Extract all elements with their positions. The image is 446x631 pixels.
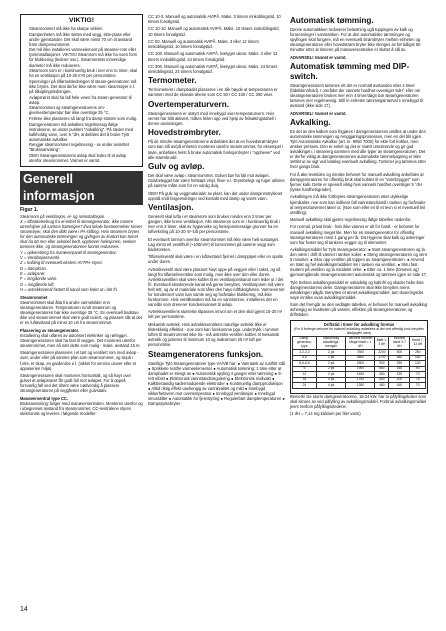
table-row [293, 383, 426, 389]
note: Bemerk! De storre damgeneratorene, 18-24 kW, har to påfyllingskoker som skal skrues av ved påfylling av avkalkingsmiddel. Forbruk avkalkingsmiddel jevnt mellom påfyllingsstedene. [290, 393, 427, 409]
paragraph: Tilførselsventil skal være i en luftavstand fjernet i damppipet eller en spalte under doren. [148, 254, 284, 265]
warning-title: VIKTIG! [69, 17, 94, 24]
table-header: Vannets hardhet Meget bløtt < 1 dH [346, 336, 375, 349]
table-cell: 9 [293, 366, 317, 372]
paragraph: For normal, privat bruk - hvis ikke vannet er alt for hardt - er behovet for manuell avkalking meget lite. Men for en steamgenerator for offentlig steamgeneratoren mest 1 gang per år. Da Hygiene skal kalk og avleiringer som har festet seg til tankens vegger og til elementet. [290, 224, 425, 245]
paragraph: Avkalkingen må ikke fortbrytes steamgeneratoren etter ulykkelige kjemikalier, noe som kan indikere fall vannstandsnivå i tanken og forårsake at temperaturvernet løser ut. (Noe som eller en til et tevn si et eventuell feil utstilling). [290, 194, 426, 215]
paragraph: En del av den kalken som frigjøres i damgeneratorens utsilles at under den automatiske tømmingen og renggjøringsprosessen, men en del blir igjen. Tylö Automatiske Avkalker (art. nr. 9060 7000) for ekte fort kobles, men ønsker presses. Den er enkel og det er svært utrustrende og gir god avkalkingen, i steamerg sammen med alle typer av steamgeneratoren. Det er derfor viktig at damgeneratorenes automatiske tømmebagning er ikke settlet ut av sigt ved katalog eventuelt avkalking. Tømmer jeg tømmes etter hver gangs bruk. [290, 129, 426, 170]
section-banner: Generell informasjon [20, 171, 143, 205]
section-heading: Hovedstrømbryter. [148, 128, 221, 138]
figure-caption: Steamrom på ventilasjon, el- og rørinstallasjon. [20, 213, 106, 219]
table-cell: 90 [410, 366, 426, 372]
descaling-table-box [290, 320, 428, 394]
section-heading: Gulv og avløp. [148, 162, 205, 172]
paragraph: Bruksanvisning: følger med manøversentralen. Monteres utenfor og i ubegrenset avstand fra steamrommet. CC-sentralene styres elektronisk og leveres i følgende modeller: [20, 400, 143, 416]
table-cell: 4,5 [293, 355, 317, 361]
table-cell: 120 [389, 372, 410, 378]
step-item: ● Start steamgeneratoren og la den være i drift til vannet i tanken koker. [290, 247, 425, 258]
feature-item: ● Sprikkete rustfre varmeelementer [148, 365, 214, 371]
table-cell: 160 [410, 355, 426, 361]
figure-legend-line: V = Ventilasjonsventil. [20, 255, 61, 261]
table-header-row [293, 336, 426, 349]
model-entry: CC 300. Manuell og automatisk AVIPÅ, livetyget ukeur. Maks. 24 timers innkoblingstid, 24 timers forvalgstid. [148, 63, 278, 74]
table-cell: 130 [410, 361, 426, 367]
page-number: 14 [20, 606, 28, 613]
paragraph: Steamgeneratoren skal monteres horisontalt, og så høyt over gulvet at avløpsrøret får godt fall mot avløpet. For å oppnå forsvarlig fall ved det tilrent være nødvendig å plassere steamgeneratoren på veggfester eller gulvstativ. [20, 373, 132, 394]
section-heading: Overtemperaturvern. [148, 99, 229, 109]
table-cell: 12 [293, 372, 317, 378]
figure-legend-line: H = avtrekksventil fastett til kanal som leder ut i det fri. [20, 287, 118, 293]
table-cell: 550 [375, 377, 389, 383]
feature-item: ● Innebygd ventilasjon [212, 390, 255, 396]
feature-item: ● Automatisk spyling 4 ganger etter tømming [192, 370, 275, 376]
feature-item: ● Dampstyrkebryter [148, 395, 285, 406]
section-heading: Plassering av steamgenerator. [20, 327, 80, 333]
feature-item: ● Elektronisk vannstandsregulering [165, 375, 232, 381]
feature-item: ● Elektronisk nivåvakt [231, 375, 272, 381]
table-cell: 18 [293, 377, 317, 383]
warning-list [24, 26, 139, 163]
warning-text: ADVARSEL! Vannet er varmt. [290, 54, 347, 60]
table-cell: 460 [375, 383, 389, 389]
figure-legend-line: G = inngående luft. [20, 281, 55, 287]
paragraph: Steamgeneratoren er utstyrt med innebygd over-temperaturvern. Hvis vernet har blitt aktivert, måtes feilen opp ved hjelp av feilsøkingstabell i denne anvisningen. [148, 110, 276, 126]
table-cell: 2 pk [316, 350, 346, 356]
table-cell: 3800 [346, 355, 375, 361]
figure-legend-line: Y = opkeretning fra manøverpanel til steamgenerator. [20, 249, 117, 255]
warning-item: • Feilene ikke plasseres så langt fra damp-straten som mulig. [29, 116, 139, 121]
table-cell: 1300 [346, 383, 375, 389]
paragraph: Steamgeneratoren tømmes ett det er normalt avstanden etter 4 timer (fabrikkinnhold). I området der vannets hardhet overstiger 5dH° eller om steamgeneratoren brukes mer enn 4 timer/døgn bør steamgeneratoren tømmes mer regelmessig. Still in enheten tømmingsinterval 1 innebygd til avstand (ikke side 17). [290, 83, 423, 109]
table-cell: 500 [389, 350, 410, 356]
section-heading: Steamgeneratorens funksjon. [148, 349, 264, 359]
table-header: Middels hardt 3-7 dH [389, 336, 410, 349]
feature-item: ● Regulerbart damptemperaturen [220, 395, 283, 401]
figure-legend [20, 214, 143, 292]
table-cell: 1450 [346, 372, 375, 378]
table-cell: 2,2-2,2 [293, 350, 317, 356]
warning-item: • Steamrom som er i kontinuerlig bruk i mer enn to timer, skal ha en ventilasjon på 10-20 m³/t per personstime. [29, 68, 139, 78]
section-heading: Manøversentral type CC. [20, 395, 69, 401]
warning-item: • Steamrommet må ikke ha skarpe vinkler. [29, 26, 139, 31]
warning-box [20, 14, 143, 167]
paragraph: For å øke levetiden og minske behovet for manuell avkalking anbefales at dampgeneratoren for offentlig bruk skal kobles til en "vannbrygger" som fjerner kalk. Dette er spesielt viktig hvis vannets hardhet overstiger 5 °dH (tyske hardhetsgrader). [290, 171, 424, 193]
table-cell: 2 pk [316, 361, 346, 367]
table-cell: 380 [389, 355, 410, 361]
warning-text: ADVARSEL! Vannet er varmt. [290, 110, 347, 116]
feature-item: ● Alltid riktig effekt uavhengig av vannkvalitet og mild [148, 385, 245, 391]
column-middle [148, 14, 285, 408]
paragraph: Et eventuelt tomrom ovenfor steamrommet må ikke være helt sustanget. Lag minst ett ventilhull (~100mm²) til tomrommet på samme vegg som badetoreten. [148, 236, 280, 252]
warning-item: • Avløpsrøret skal ha fall hele veien fra steam-generator til avløp. [29, 95, 139, 105]
paragraph: Steamgeneratoren plasseres i et tørt og ventilert rom med avløp - over, under eller på samme plan som steamrommet, og skjult i f.eks. et skap, en garderobe e.l. (sikkel for service utover eller et appaserien miljø). [20, 350, 139, 371]
table-subtitle: (For å forlenge behovet for manuell avkalking anbefales at det ved offentlig bruk benyttes bladgogen vann) [294, 326, 424, 335]
paragraph-text: Avkalkingsmiddel for Tylö steamgenerator: [290, 247, 367, 253]
warning-item: • Det må ikke installeres varmeelement på steamer-rom eller lysinnstallasjoner. VIKTIG! Steamrom må ikke ha noen form for blokkering (lederer osv.). Steamrentets innvendige diameter må ikke reduseres. [29, 47, 139, 67]
paragraph: Avtrekksventilens størrelse tilpasses innvol om et den skal gjemt 10-20 m³ luft per personstime. [148, 309, 283, 320]
table-cell: 900 [375, 361, 389, 367]
table-cell: 7500 [346, 350, 375, 356]
figure-legend-line: D = dampkran. [20, 265, 47, 271]
table-cell: 460 [375, 372, 389, 378]
table-title: Driftstid i timer før avkalking foretas [323, 321, 395, 327]
warning-item: • Dampenheten må ikke settes med vegg, sitte-plass eller andre gjenstander. Det skal være minst 70 cm til avstand fram dampenummeret. [29, 32, 139, 47]
paragraph: Steamrommet skal åtta fra andre varmekilder enn steamgeneratoren. Temperaturen rundt steamrom og steamgeneratoren bør ikke overstige 35 °C. En eventuell badstue ikke ved steamrommet skal være godt isolert, og plassert slik at det er en luftavstand på minst 10 cm fra steamrommet. [20, 300, 142, 326]
section-heading: Ventilasjon. [148, 203, 194, 213]
table-cell: 660 [375, 366, 389, 372]
feature-item: ● Kontinuerlig dampproduksjon [226, 380, 283, 386]
feature-item: ● Automatisk tømming: 1 time etter at dampbadet er stengt av [148, 365, 282, 376]
table-cell: 2 pk [316, 366, 346, 372]
column-right [290, 14, 428, 419]
table-header: Damp-generator, type [293, 336, 317, 349]
paragraph: Avtrekksventil skal være plassert høyt oppe på veggen eller i taket, og så langt fra tilførselsventilen som mulig, men ikke over den eller doren. Avtrekksventilen skal være koblet til en ventilasjonskanal som leder ut i det fri. Eventuell ekssterende kanal må gerne benyttes. Ventilasjonen må være helt tett, og av et materiale som tåler den høyo luftfuktigheten. Varmevernet for kondensert vann kan samle seg og forårsake blokkering, må ikke forekomme. Hvis ventilkanalen må ha en vannlomme, installeres det en vannlås som drenerer kondensvannet til avløp. [148, 266, 285, 307]
model-entry: CC 100. Manuell og automatisk AVIPÅ, livetyget ukeur. Maks. 3 eller 12 timers innkoblingstid, 24 timers forvalgstid. [148, 51, 278, 62]
table-cell: 2600 [346, 361, 375, 367]
section-heading: Automatisk tømming. [290, 16, 374, 25]
model-entry: CC 50. Manuell og automatisk AVIPÅ. Maks. 3 eller 12 timers innkoblingstid, 10 timers forvalgstid. [148, 38, 259, 50]
warning-item: • Steamrommet og steamgeneratorens om-givelsestemperatur bør ikke overstige 35 °C. [29, 105, 139, 115]
feature-item: ● Automatikk for fjernstyring [168, 395, 221, 401]
note: (1 dH = 7,14 mg kalsium per liter vann) [290, 411, 361, 417]
table-cell: 1750 [346, 377, 375, 383]
column-left [20, 14, 143, 418]
table-cell: 70 [410, 372, 426, 378]
table-cell: 2 pk [316, 372, 346, 378]
table-cell: 250 [410, 350, 426, 356]
table-cell: 6,6-6,6 [293, 361, 317, 367]
table-cell: 1700 [375, 355, 389, 361]
table-cell: 70 [410, 383, 426, 389]
table-cell: 4 pk [316, 383, 346, 389]
paragraph: Det skal være avløp i steamrommet. Gulvet bør ha fall mot avløpet. Gulvbelegget bør være helstøpt vinyl, fliser e.l. Drymbelegt og fuger utføres på samme måte som for en vanlig dusj. [148, 173, 285, 189]
table-cell: 24 [293, 383, 317, 389]
descaling-table [292, 336, 426, 389]
table-header: Hardt 7-13 dH [410, 336, 426, 349]
paragraph: OBS! På gulv og veggmaterialer av plast, kan det under dampinnstrykknet oppstå små fargeendringer ved kontakt med damp og varmt vann. [148, 190, 283, 201]
figure-label: Figur 1. [20, 206, 39, 213]
paragraph [148, 361, 285, 406]
step-item: ● Skru fast muttern på ventilen og la middelet virke. [290, 262, 418, 273]
feature-item: ● S-rett elfast [148, 370, 283, 381]
paragraph [290, 247, 428, 277]
paragraph-text: Samtlige Tylö Steamgeneratorer type VA/VB har: [148, 360, 237, 366]
table-cell: 4 pk [316, 377, 346, 383]
section-heading: Steamrommet [20, 295, 48, 301]
warning-item: • Rengjør steamrommet regelmessig - se under avsnittet "Brukssanvising". [29, 142, 139, 152]
table-cell: 2 pk [316, 355, 346, 361]
table-cell: 75 [410, 377, 426, 383]
warning-item: • OBS! Steamgeneratorens avløp skal ledes til et avløp utenfor steamrommet. Varmet er varmt. [29, 153, 139, 163]
figure-legend-line: X = tilbrakelsebrug fra el-enhet til steamgenerator, ikke montre utrenfoljner på samme batterigen? ihva lokale bestemmelser krever steamrøyer, skal den ditkt være i PA-stifting. Hvis steamren brytes for den automatiske tømmingen og gjvfngen av kontorl kan tomet skal da 60 mm eller avkobel bedt, opphøver funksjonen, senken tømmes ikke, og steamgeneratorene funnet reduseres. [20, 219, 143, 250]
warning-item: • Damgeneratoren må avkalkes regelmessig ifølge instruksene, se under punktet "Avkalking". På steder med kalkholdig vann, over 5 °dH, anbefales det å bruke Tylö automatiske avkalker. [29, 122, 139, 142]
feature-item: ● Innebygd smusstilter [148, 390, 275, 401]
section-heading: Termometer. [148, 76, 197, 86]
warning-item: • Spenninger på tilførselsledningen til steam-generatoren må ikke brytes. Det skal derfor ikke være noen steamrøyer e.l. på tilkoplingsledningen. [29, 79, 139, 94]
table-cell: 180 [389, 366, 410, 372]
step-item: ● Steng steamgeneratoren og vent 5 minutter. [290, 252, 427, 263]
paragraph: Termometeret i dampbadet plasseres i en slik høyde at temperaturen er sammen med de ekseale ahene som CC 50 / CC 100 / CC 300 viser. [148, 87, 278, 98]
table-header: Bløtt 1-3 dH [375, 336, 389, 349]
paragraph: Manuell avkalking skal gjøres regelmessig ifølge tabellen nedenfor. [290, 217, 412, 223]
step-item: ● Skru opp ventilen på toppen av steamgeneratoren. [310, 257, 407, 263]
table-cell: 250 [389, 361, 410, 367]
paragraph: Tylö Sebnet avkalkingsmiddel er uskadelig og kaltnfri og skader hebe ikke damgeneratorens deler. Damgeneratoren skal ikke benyttes mens avkalkingen pågår. Benyttes et annet avkalkingsmiddel, tam doseringsdet nøye inntiles ovan avkalkingsmiddel. [290, 279, 424, 300]
paragraph: Generelt skal lufta i et steamrom som brukes mindre enn 2 timer per gangen, ikke kreve ventilasjon. Alle steamrom som er i kontinuerlig bruk i mer enn 2 timer, skal av hygieniske og funksjonsmessige grunner ha en luftveksling på 10-20 m³ luft per personstime. [148, 214, 280, 235]
table-cell: 200 [389, 377, 410, 383]
paragraph: På de mindre steamgeneratorene anbefales det at en hovedstrømbryter som kan slå av/på enheten monteres utenfor steamrommet, for eksempel i tavle, anbefales helst å bruke automatisk funksjonbryter i "opphever" ved alle strømbrudd. [148, 139, 283, 160]
table-cell: 2200 [375, 350, 389, 356]
feature-item: ● Innebygd sikkerhetsvern mot overtemperatur [148, 385, 266, 396]
section-heading: Automatisk tømming med DIP-switch. [290, 62, 410, 82]
model-entry: CC 10-10. Manuell og automatisk AVIPÅ. Maks. 10 timers innkoblingstid, 10 timers forvalgstid. [148, 26, 280, 37]
figure-legend-line: F = inngående vann. [20, 276, 58, 282]
paragraph: Som det fremgår av den vedlagte tabellen, er behovet for manuell avkalking avhengig av kvaliteten på vannet, effekten på steamgeneratoren og driftstiden. [290, 302, 428, 318]
paragraph: Denne automatikken reduserer belastning ugå tuppingen av kalk og forurensinger i vanntanken. For at den automatiske tømmingen og spylingen skal fungere, må en eventuelt strømbryter mellom enheten og steamgeneratoren eller hovedstrøm bryter ikke stenges av før tidligst 60 minutter etter at timeren på manøversentralen er sluttet å slå av. [290, 27, 421, 53]
step-item: ● Anvend en trakt og hel avkalkingsmiddelet inn i tanken via ventilen. [290, 257, 425, 268]
figure-legend-line: Z = kobling til eventuelt ekstern AVTPA-styrer. [20, 260, 104, 266]
figure-legend-line: E = avløpsrør. [20, 271, 46, 277]
table-header: Nødvendig avkalkings-mengde [316, 336, 346, 349]
table-cell: 160 [389, 383, 410, 389]
section-heading: Avkalking. [290, 118, 331, 128]
table-cell: 1900 [346, 366, 375, 372]
paragraph: Installering skal utføres av autorisert elektriker og rørlegger. Steamgeneratoren skal ha fast til veggen. Det monteres utenfor steamrommet, men så nær dette som mulig - maks. avstand 15 m. [20, 332, 141, 348]
model-entry: CC 10-3. Manuell og automatisk AVIPÅ. Maks. 3 timers innkoblingstid, 10 timers forvalgstid. [148, 14, 281, 25]
paragraph: Mekanisk avtrekk. Hvis avtrekksventilens naturlige avtrekk ikke er tilstrekkelig effektivt - noe som kan forekomme pga. undertrykk i rommet luften til steamrommet ikke ha - må avtrekks-ventilen kobles til mekanisk avtrekk og justeres til minimum 10 og maksimum 20 m³ luft per personstime. [148, 321, 280, 348]
feature-item: ● Kalkbestandig sødermodulende elektroder [148, 375, 275, 386]
step-item: ● Etter ca. 1 time (tömmes og) gjennomgående steamgeneratoren automatisk og tømmes igjen se side 17. [290, 267, 427, 278]
feature-item: ● Vanntank av rustfritt stål [237, 360, 285, 366]
